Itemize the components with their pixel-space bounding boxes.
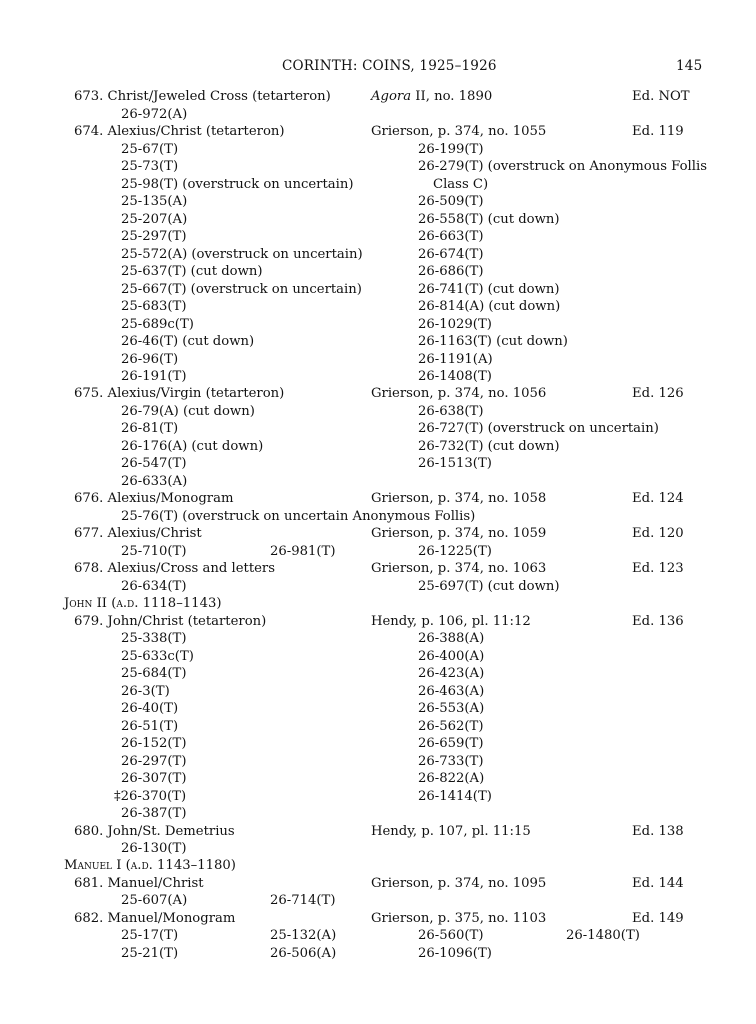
- inventory-number: 25-67(T): [121, 142, 179, 157]
- inventory-number: 26-981(T): [270, 544, 336, 559]
- entry-title: 682. Manuel/Monogram: [74, 911, 236, 926]
- inventory-number: 25-683(T): [121, 299, 187, 314]
- edition-number: Ed. 126: [632, 386, 684, 401]
- inventory-number: 26-1029(T): [418, 317, 492, 332]
- reference-text: II, no. 1890: [411, 89, 493, 104]
- reference: Grierson, p. 374, no. 1056: [371, 386, 547, 401]
- reference: Grierson, p. 374, no. 1095: [371, 876, 547, 891]
- edition-number: Ed. 124: [632, 491, 684, 506]
- reference-italic: Agora: [371, 89, 412, 104]
- inventory-number: 25-684(T): [121, 666, 187, 681]
- inventory-number: 26-176(A) (cut down): [121, 439, 264, 454]
- inventory-number: 26-1163(T) (cut down): [418, 334, 568, 349]
- inventory-number: 26-423(A): [418, 666, 485, 681]
- reference: Hendy, p. 107, pl. 11:15: [371, 824, 531, 839]
- inventory-number: 26-388(A): [418, 631, 485, 646]
- entry-title: 677. Alexius/Christ: [74, 526, 202, 541]
- inventory-number: 26-674(T): [418, 247, 484, 262]
- section-heading-name: Manuel: [64, 858, 113, 873]
- reference: Grierson, p. 374, no. 1055: [371, 124, 547, 139]
- inventory-number: 26-509(T): [418, 194, 484, 209]
- inventory-number: 26-558(T) (cut down): [418, 212, 560, 227]
- entry-title: 681. Manuel/Christ: [74, 876, 204, 891]
- inventory-number: 26-727(T) (overstruck on uncertain): [418, 421, 659, 436]
- inventory-number: 26-40(T): [121, 701, 179, 716]
- inventory-number: 26-307(T): [121, 771, 187, 786]
- reference: [371, 89, 492, 105]
- edition-number: Ed. 123: [632, 561, 684, 576]
- inventory-number: 25-637(T) (cut down): [121, 264, 263, 279]
- inventory-number: 26-463(A): [418, 684, 485, 699]
- inventory-number: 25-135(A): [121, 194, 188, 209]
- inventory-number: 25-697(T) (cut down): [418, 579, 560, 594]
- entry-title: 678. Alexius/Cross and letters: [74, 561, 276, 576]
- inventory-number: 26-1191(A): [418, 352, 493, 367]
- inventory-number: 26-1513(T): [418, 456, 492, 471]
- entry-title: 679. John/Christ (tetarteron): [74, 614, 267, 629]
- inventory-number: 26-733(T): [418, 754, 484, 769]
- inventory-number: 26-633(A): [121, 474, 188, 489]
- inventory-number: 26-560(T): [418, 928, 484, 943]
- inventory-number: 25-667(T) (overstruck on uncertain): [121, 282, 362, 297]
- entry-title: 675. Alexius/Virgin (tetarteron): [74, 386, 285, 401]
- inventory-number: 26-741(T) (cut down): [418, 282, 560, 297]
- inventory-number: 26-822(A): [418, 771, 485, 786]
- inventory-number: 25-98(T) (overstruck on uncertain): [121, 177, 354, 192]
- inventory-number: 25-73(T): [121, 159, 179, 174]
- running-header-title: CORINTH: COINS, 1925–1926: [282, 58, 497, 74]
- inventory-number: 26-1408(T): [418, 369, 492, 384]
- inventory-number: 25-689c(T): [121, 317, 194, 332]
- inventory-number: 26-506(A): [270, 946, 337, 961]
- inventory-number: 26-814(A) (cut down): [418, 299, 561, 314]
- reference: Grierson, p. 374, no. 1059: [371, 526, 547, 541]
- inventory-number: 26-714(T): [270, 893, 336, 908]
- inventory-number-marked: ‡26-370(T): [114, 789, 187, 804]
- inventory-number: 26-553(A): [418, 701, 485, 716]
- edition-number: Ed. 136: [632, 614, 684, 629]
- inventory-number: 25-297(T): [121, 229, 187, 244]
- inventory-number: 26-3(T): [121, 684, 170, 699]
- inventory-number: 26-663(T): [418, 229, 484, 244]
- inventory-number: 25-17(T): [121, 928, 179, 943]
- inventory-number: 26-297(T): [121, 754, 187, 769]
- edition-number: Ed. 120: [632, 526, 684, 541]
- page-number: 145: [676, 58, 703, 74]
- section-heading-dates: II (a.d. 1118–1143): [92, 596, 222, 611]
- inventory-number: 25-710(T): [121, 544, 187, 559]
- inventory-number: 25-633c(T): [121, 649, 194, 664]
- reference: Grierson, p. 374, no. 1058: [371, 491, 547, 506]
- inventory-number: 26-1414(T): [418, 789, 492, 804]
- inventory-number: 25-572(A) (overstruck on uncertain): [121, 247, 363, 262]
- inventory-number: 26-972(A): [121, 107, 188, 122]
- inventory-number: 25-21(T): [121, 946, 179, 961]
- edition-number: Ed. 138: [632, 824, 684, 839]
- inventory-number: 26-400(A): [418, 649, 485, 664]
- inventory-number: 26-130(T): [121, 841, 187, 856]
- reference: Hendy, p. 106, pl. 11:12: [371, 614, 531, 629]
- reference: Grierson, p. 375, no. 1103: [371, 911, 547, 926]
- inventory-number: 26-638(T): [418, 404, 484, 419]
- reference: Grierson, p. 374, no. 1063: [371, 561, 547, 576]
- entry-title: 673. Christ/Jeweled Cross (tetarteron): [74, 89, 331, 104]
- edition-number: Ed. NOT: [632, 89, 690, 104]
- edition-number: Ed. 149: [632, 911, 684, 926]
- inventory-number: 26-79(A) (cut down): [121, 404, 255, 419]
- entry-title: 680. John/St. Demetrius: [74, 824, 235, 839]
- inventory-number: 26-732(T) (cut down): [418, 439, 560, 454]
- inventory-number: 26-199(T): [418, 142, 484, 157]
- inventory-number: 25-207(A): [121, 212, 188, 227]
- entry-title: 674. Alexius/Christ (tetarteron): [74, 124, 285, 139]
- inventory-number: 26-96(T): [121, 352, 179, 367]
- inventory-number: 26-81(T): [121, 421, 179, 436]
- inventory-number: 26-547(T): [121, 456, 187, 471]
- inventory-number: 25-76(T) (overstruck on uncertain Anonymous Follis): [121, 509, 476, 524]
- edition-number: Ed. 144: [632, 876, 684, 891]
- entry-title: 676. Alexius/Monogram: [74, 491, 234, 506]
- inventory-number: 26-387(T): [121, 806, 187, 821]
- inventory-number: 26-191(T): [121, 369, 187, 384]
- inventory-number: 26-686(T): [418, 264, 484, 279]
- inventory-number: 26-46(T) (cut down): [121, 334, 255, 349]
- inventory-number: 26-279(T) (overstruck on Anonymous Follis: [418, 159, 707, 174]
- inventory-number: 26-1096(T): [418, 946, 492, 961]
- section-heading-name: John: [64, 596, 93, 611]
- section-heading-dates: I (a.d. 1143–1180): [112, 858, 236, 873]
- inventory-number: 26-51(T): [121, 719, 179, 734]
- inventory-number: 26-562(T): [418, 719, 484, 734]
- inventory-number: 26-152(T): [121, 736, 187, 751]
- section-heading: [64, 596, 222, 612]
- note-continuation: Class C): [433, 177, 489, 192]
- inventory-number: 25-132(A): [270, 928, 337, 943]
- section-heading: [64, 858, 236, 874]
- inventory-number: 25-338(T): [121, 631, 187, 646]
- inventory-number: 26-1480(T): [566, 928, 640, 943]
- inventory-number: 26-634(T): [121, 579, 187, 594]
- inventory-number: 25-607(A): [121, 893, 188, 908]
- inventory-number: 26-659(T): [418, 736, 484, 751]
- inventory-number: 26-1225(T): [418, 544, 492, 559]
- edition-number: Ed. 119: [632, 124, 684, 139]
